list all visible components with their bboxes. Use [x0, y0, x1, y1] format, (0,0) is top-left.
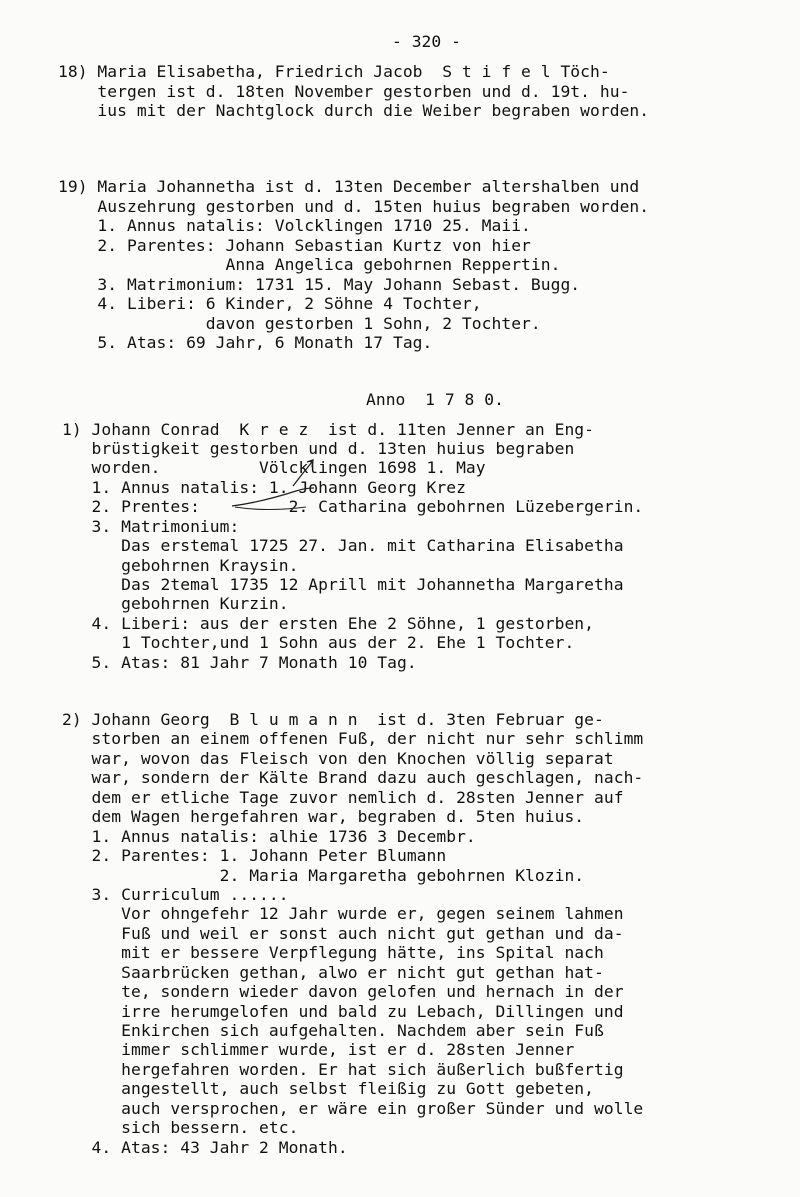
entry-1-line: worden. Völcklingen 1698 1. May	[62, 458, 486, 477]
entry-19-line: 5. Atas: 69 Jahr, 6 Monath 17 Tag.	[58, 333, 433, 352]
entry-2-line: irre herumgelofen und bald zu Lebach, Dillingen und	[62, 1002, 624, 1021]
entry-19-line: 1. Annus natalis: Volcklingen 1710 25. Maii.	[58, 216, 531, 235]
entry-2-line: immer schlimmer wurde, ist er d. 28sten Jenner	[62, 1040, 575, 1059]
entry-19-line: 19) Maria Johannetha ist d. 13ten December altershalben und	[58, 177, 640, 196]
entry-19-line: Anna Angelica gebohrnen Reppertin.	[58, 255, 561, 274]
entry-18-line: tergen ist d. 18ten November gestorben und d. 19t. hu-	[58, 82, 630, 101]
entry-1-line: Das erstemal 1725 27. Jan. mit Catharina Elisabetha	[62, 536, 624, 555]
entry-2-line: 2. Maria Margaretha gebohrnen Klozin.	[62, 866, 585, 885]
entry-2-line: angestellt, auch selbst fleißig zu Gott gebeten,	[62, 1079, 595, 1098]
entry-19-line: Auszehrung gestorben und d. 15ten huius begraben worden.	[58, 197, 650, 216]
entry-2-line: 1. Annus natalis: alhie 1736 3 Decembr.	[62, 827, 476, 846]
entry-2-line: 2. Parentes: 1. Johann Peter Blumann	[62, 846, 447, 865]
entry-2-line: Saarbrücken gethan, alwo er nicht gut gethan hat-	[62, 963, 604, 982]
entry-2-line: 4. Atas: 43 Jahr 2 Monath.	[62, 1138, 348, 1157]
page-number: - 320 -	[392, 32, 461, 51]
entry-2-line: dem er etliche Tage zuvor nemlich d. 28sten Jenner auf	[62, 788, 624, 807]
entry-2-line: 3. Curriculum ......	[62, 885, 289, 904]
entry-1-line: Das 2temal 1735 12 Aprill mit Johannetha Margaretha	[62, 575, 624, 594]
entry-1-line: 4. Liberi: aus der ersten Ehe 2 Söhne, 1 gestorben,	[62, 614, 595, 633]
entry-2-line: hergefahren worden. Er hat sich äußerlich bußfertig	[62, 1060, 624, 1079]
entry-2-line: Fuß und weil er sonst auch nicht gut gethan und da-	[62, 924, 624, 943]
entry-2-line: 2) Johann Georg B l u m a n n ist d. 3ten Februar ge-	[62, 710, 604, 729]
entry-2-line: dem Wagen hergefahren war, begraben d. 5ten huius.	[62, 807, 585, 826]
entry-2-line: te, sondern wieder davon gelofen und hernach in der	[62, 982, 624, 1001]
entry-1-line: brüstigkeit gestorben und d. 13ten huius begraben	[62, 439, 575, 458]
year-heading: Anno 1 7 8 0.	[366, 390, 504, 409]
entry-2-line: Enkirchen sich aufgehalten. Nachdem aber sein Fuß	[62, 1021, 604, 1040]
entry-2-line: mit er bessere Verpflegung hätte, ins Spital nach	[62, 943, 604, 962]
entry-1-line: 5. Atas: 81 Jahr 7 Monath 10 Tag.	[62, 653, 417, 672]
entry-1-line: 3. Matrimonium:	[62, 517, 240, 536]
entry-2-line: sich bessern. etc.	[62, 1118, 299, 1137]
entry-19-line: 2. Parentes: Johann Sebastian Kurtz von hier	[58, 236, 531, 255]
entry-2-line: war, wovon das Fleisch von den Knochen völlig separat	[62, 749, 614, 768]
entry-18-line: 18) Maria Elisabetha, Friedrich Jacob S t i f e l Töch-	[58, 62, 610, 81]
entry-2-line: auch versprochen, er wäre ein großer Sünder und wolle	[62, 1099, 644, 1118]
entry-19-line: 4. Liberi: 6 Kinder, 2 Söhne 4 Tochter,	[58, 294, 482, 313]
entry-18-line: ius mit der Nachtglock durch die Weiber begraben worden.	[58, 101, 650, 120]
entry-2-line: Vor ohngefehr 12 Jahr wurde er, gegen seinem lahmen	[62, 904, 624, 923]
entry-1-line: 1. Annus natalis: 1. Johann Georg Krez	[62, 478, 466, 497]
entry-1-line: gebohrnen Kraysin.	[62, 556, 299, 575]
entry-19-line: 3. Matrimonium: 1731 15. May Johann Sebast. Bugg.	[58, 275, 581, 294]
entry-1-line: 1 Tochter,und 1 Sohn aus der 2. Ehe 1 Tochter.	[62, 633, 575, 652]
entry-19-line: davon gestorben 1 Sohn, 2 Tochter.	[58, 314, 541, 333]
entry-2-line: storben an einem offenen Fuß, der nicht nur sehr schlimm	[62, 729, 644, 748]
entry-2-line: war, sondern der Kälte Brand dazu auch geschlagen, nach-	[62, 768, 644, 787]
entry-1-line: 2. Prentes: 2. Catharina gebohrnen Lüzebergerin.	[62, 497, 644, 516]
entry-1-line: gebohrnen Kurzin.	[62, 594, 289, 613]
entry-1-line: 1) Johann Conrad K r e z ist d. 11ten Jenner an Eng-	[62, 420, 595, 439]
